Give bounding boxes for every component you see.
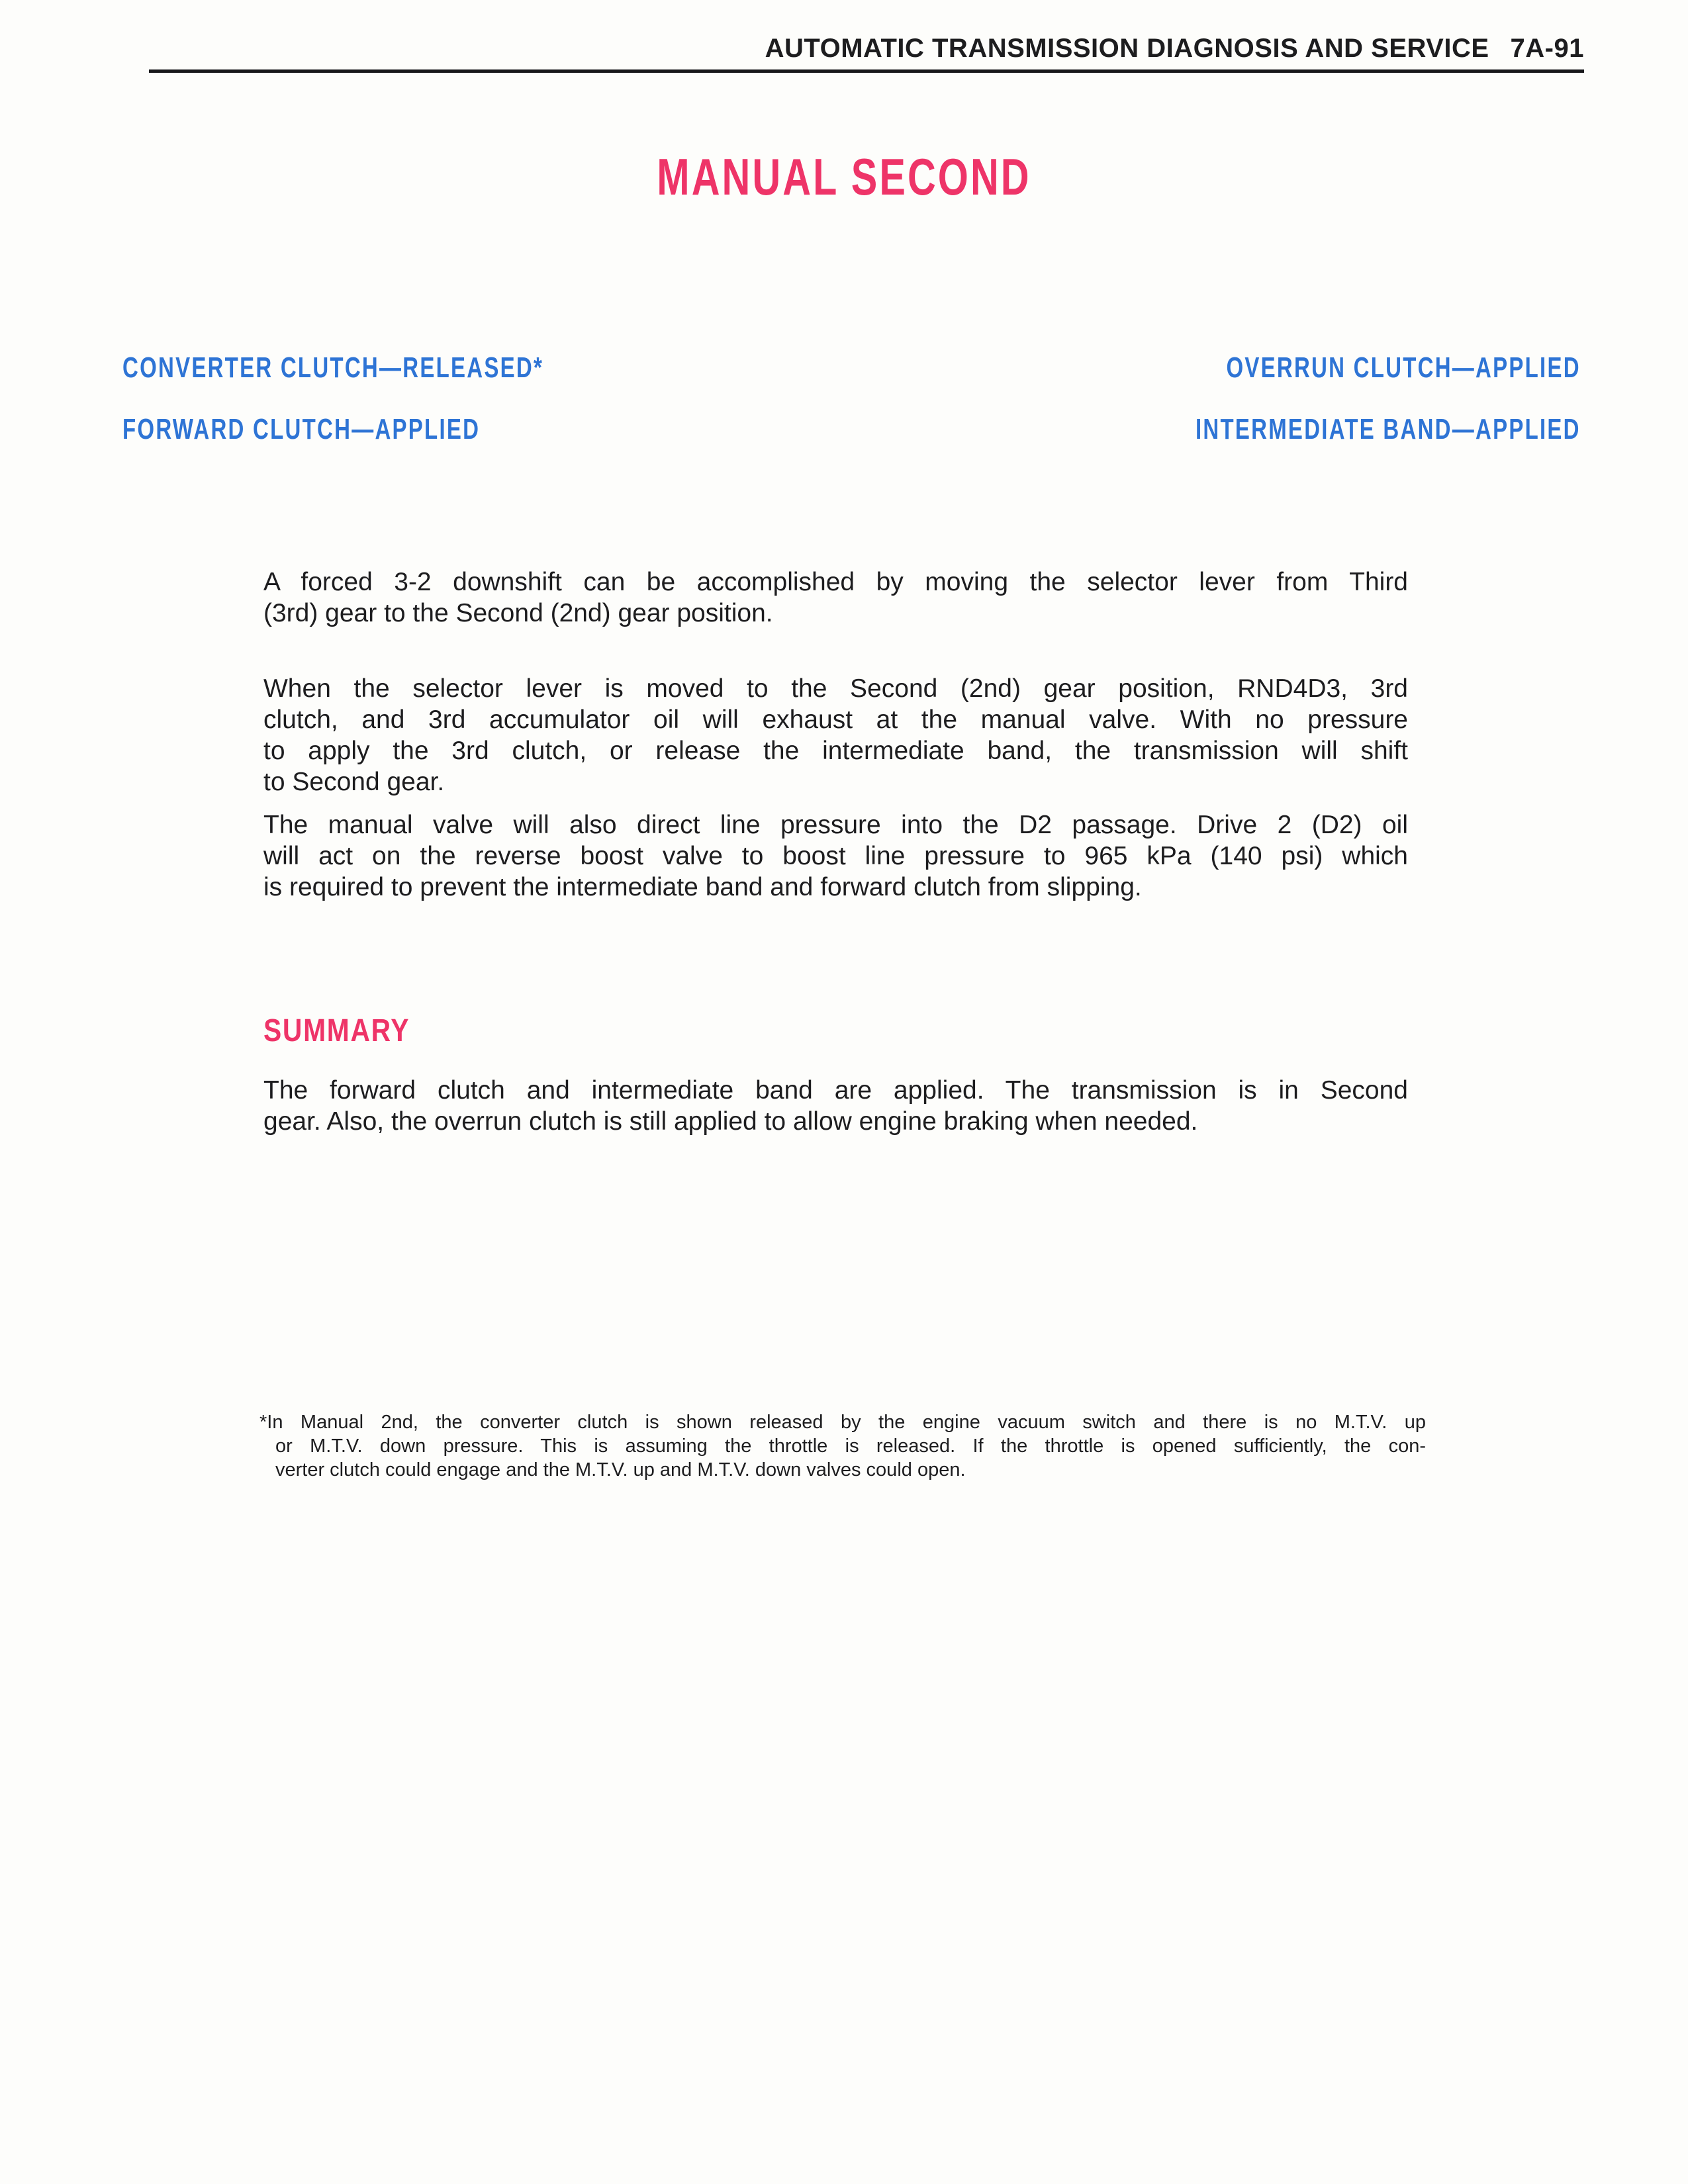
paragraph-line: to apply the 3rd clutch, or release the intermediate band, the transmission will shift xyxy=(263,737,1408,765)
paragraph-line: clutch, and 3rd accumulator oil will exhaust at the manual valve. With no pressure xyxy=(263,705,1408,734)
summary-paragraph xyxy=(263,1075,1408,1137)
paragraph-selector-lever xyxy=(263,673,1408,797)
paragraph-line: A forced 3-2 downshift can be accomplished by moving the selector lever from Third xyxy=(263,568,1408,596)
label-converter-clutch-text: CONVERTER CLUTCH—RELEASED* xyxy=(122,351,544,384)
paragraph-line: (3rd) gear to the Second (2nd) gear position. xyxy=(263,599,773,627)
header-rule xyxy=(149,69,1584,73)
label-overrun-clutch-text: OVERRUN CLUTCH—APPLIED xyxy=(1226,351,1581,384)
label-forward-clutch xyxy=(122,415,599,444)
page-title-wrap xyxy=(0,148,1688,206)
footnote-line: or M.T.V. down pressure. This is assuming the throttle is released. If the throttle is opened sufficiently, the con- xyxy=(275,1435,1426,1457)
paragraph-line: The manual valve will also direct line pressure into the D2 passage. Drive 2 (D2) oil xyxy=(263,811,1408,839)
running-header-page-number: 7A-91 xyxy=(1510,34,1584,63)
page-title: MANUAL SECOND xyxy=(657,148,1031,206)
label-forward-clutch-text: FORWARD CLUTCH—APPLIED xyxy=(122,413,481,445)
footnote xyxy=(259,1410,1426,1482)
summary-heading-text: SUMMARY xyxy=(263,1013,410,1048)
paragraph-manual-valve xyxy=(263,809,1408,903)
label-converter-clutch xyxy=(122,353,684,383)
running-header-title: AUTOMATIC TRANSMISSION DIAGNOSIS AND SERVICE xyxy=(765,34,1489,63)
label-overrun-clutch xyxy=(1108,353,1581,383)
paragraph-line: When the selector lever is moved to the Second (2nd) gear position, RND4D3, 3rd xyxy=(263,674,1408,703)
footnote-line: verter clutch could engage and the M.T.V. up and M.T.V. down valves could open. xyxy=(275,1459,966,1480)
summary-heading xyxy=(263,1015,436,1047)
paragraph-line: gear. Also, the overrun clutch is still applied to allow engine braking when needed. xyxy=(263,1107,1198,1136)
label-intermediate-band xyxy=(1067,415,1581,444)
paragraph-line: to Second gear. xyxy=(263,768,445,796)
footnote-line: *In Manual 2nd, the converter clutch is shown released by the engine vacuum switch and there is no M.T.V. up xyxy=(259,1412,1426,1433)
running-header xyxy=(765,33,1584,64)
paragraph-downshift xyxy=(263,567,1408,629)
paragraph-line: is required to prevent the intermediate band and forward clutch from slipping. xyxy=(263,873,1142,901)
paragraph-line: The forward clutch and intermediate band are applied. The transmission is in Second xyxy=(263,1076,1408,1105)
paragraph-line: will act on the reverse boost valve to boost line pressure to 965 kPa (140 psi) which xyxy=(263,842,1408,870)
label-intermediate-band-text: INTERMEDIATE BAND—APPLIED xyxy=(1196,413,1581,445)
